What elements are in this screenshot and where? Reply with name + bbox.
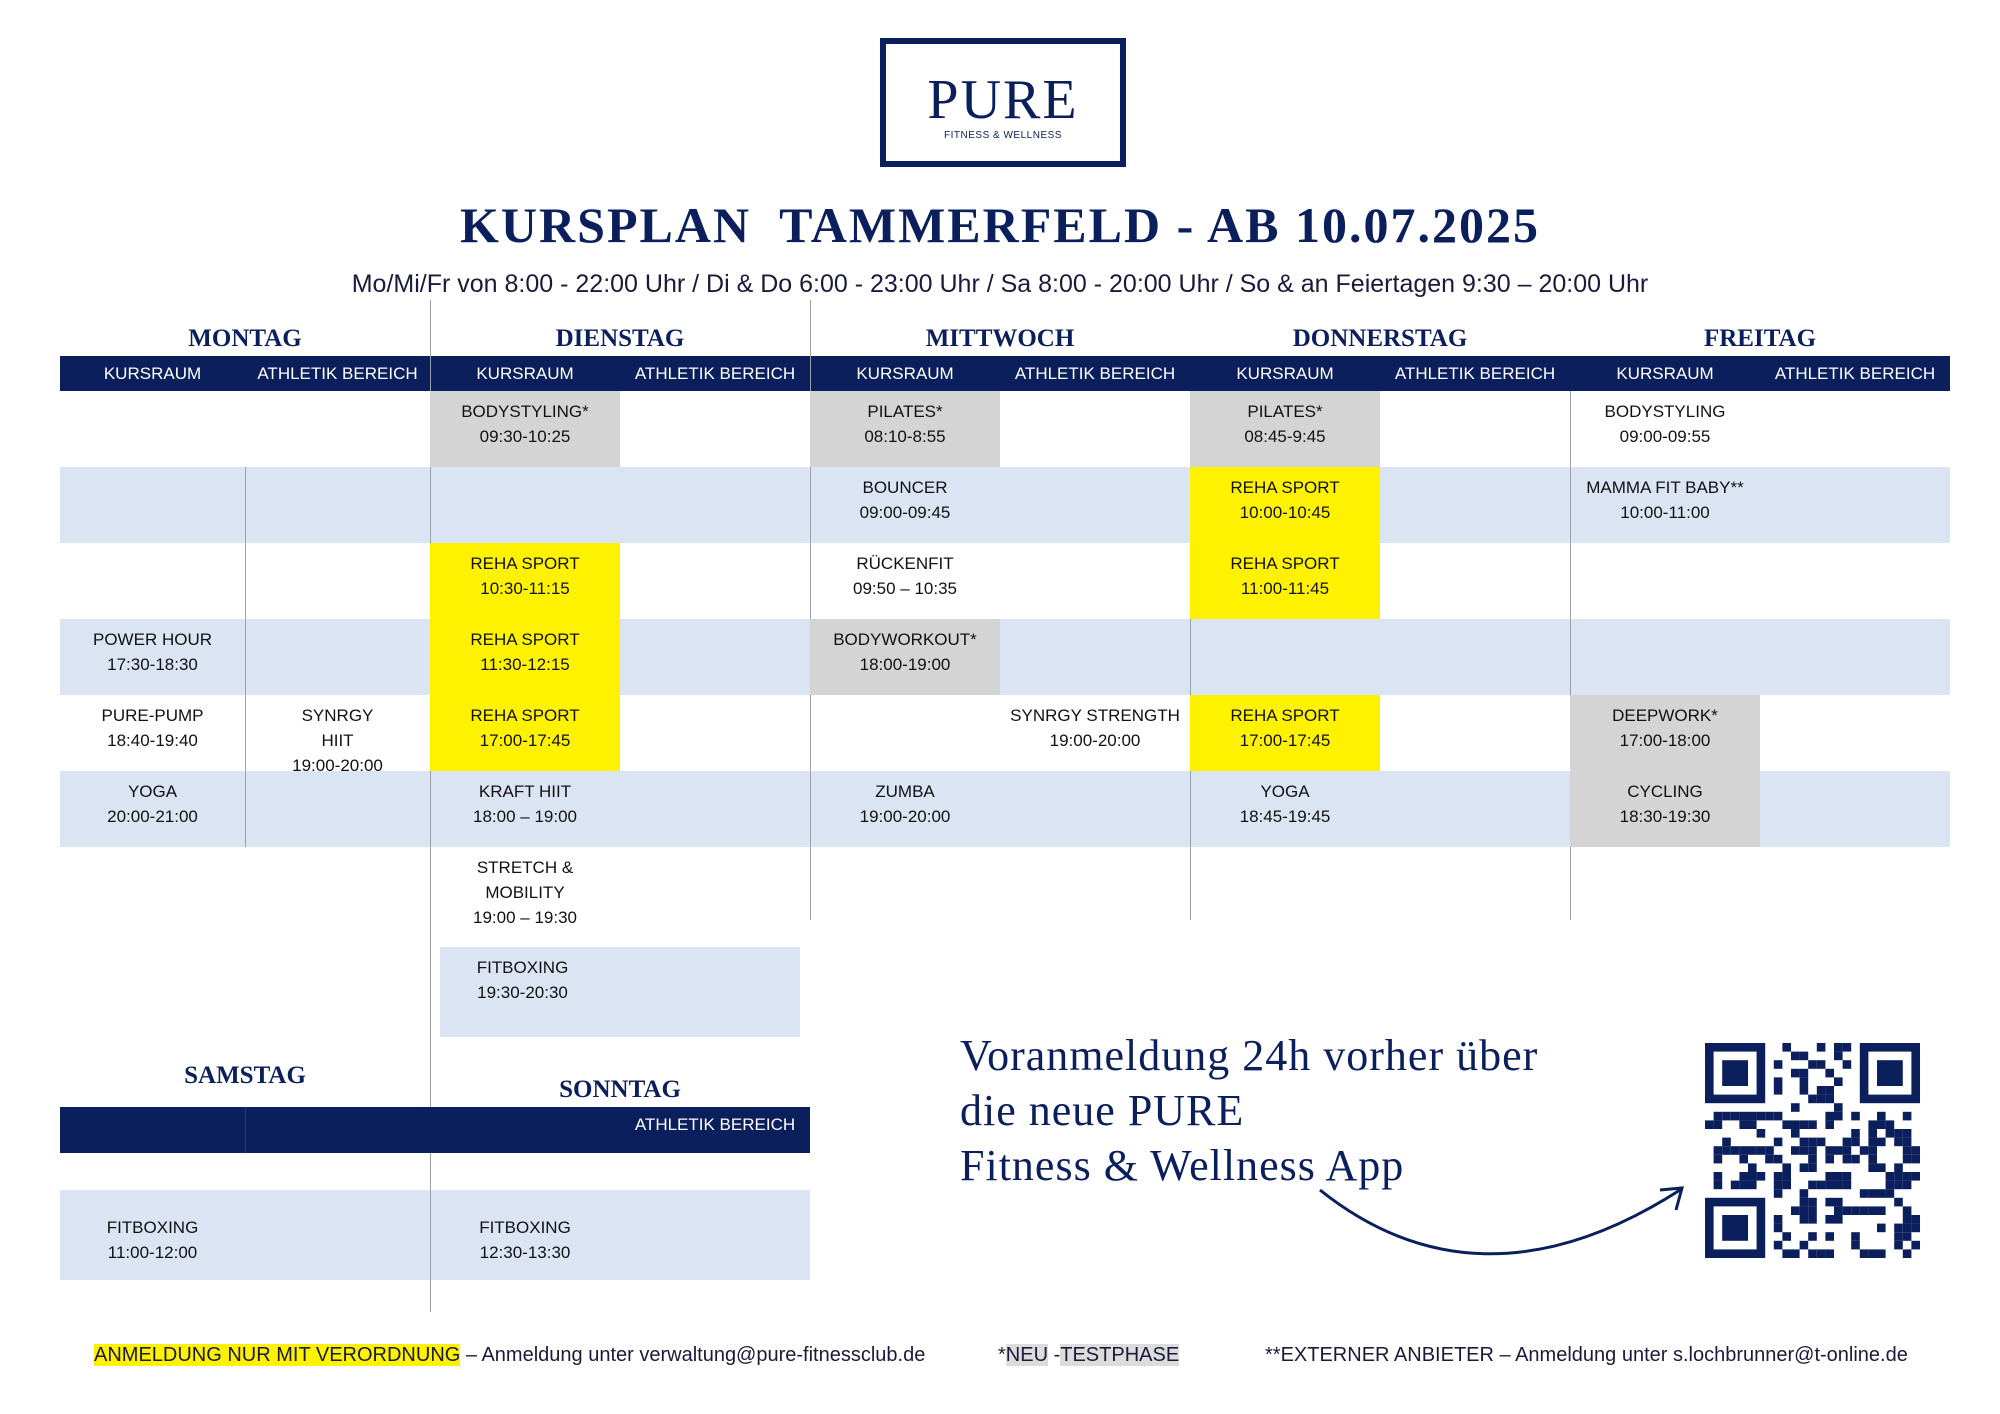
class-wed-bodyworkout: BODYWORKOUT* 18:00-19:00 <box>810 619 1000 695</box>
column-divider <box>245 467 246 847</box>
class-mon-power-hour: POWER HOUR 17:30-18:30 <box>93 630 212 674</box>
footer-new-note <box>998 1344 1179 1367</box>
class-tue-fitboxing: FITBOXING 19:30-20:30 <box>476 958 569 1002</box>
fri-room-header: KURSRAUM <box>1616 364 1714 383</box>
promo-line-3: Fitness & Wellness App <box>960 1141 1405 1190</box>
wed-athletic-header: ATHLETIK BEREICH <box>1014 364 1176 383</box>
class-sun-fitboxing: FITBOXING 12:30-13:30 <box>479 1218 571 1262</box>
day-saturday: SAMSTAG <box>184 1062 306 1089</box>
footer-reha-note <box>94 1344 925 1367</box>
day-thursday: DONNERSTAG <box>1292 325 1468 352</box>
class-fri-bodystyling: BODYSTYLING 09:00-09:55 <box>1604 402 1726 446</box>
arrow-icon <box>1310 1170 1700 1280</box>
neu-star: * <box>998 1344 1006 1366</box>
thu-room-header: KURSRAUM <box>1236 364 1334 383</box>
app-promo-text <box>960 1028 1538 1193</box>
class-mon-yoga: YOGA 20:00-21:00 <box>107 782 198 826</box>
class-tue-stretch-mobility: STRETCH & MOBILITY 19:00 – 19:30 <box>473 858 577 927</box>
class-wed-zumba: ZUMBA 19:00-20:00 <box>859 782 951 826</box>
fri-athletic-header: ATHLETIK BEREICH <box>1774 364 1936 383</box>
day-monday: MONTAG <box>188 325 302 352</box>
qr-code[interactable] <box>1705 1043 1920 1258</box>
class-wed-rueckenfit: RÜCKENFIT 09:50 – 10:35 <box>853 554 957 598</box>
class-sat-fitboxing: FITBOXING 11:00-12:00 <box>106 1218 199 1262</box>
class-thu-pilates: PILATES* 08:45-9:45 <box>1190 391 1380 467</box>
class-tue-kraft-hiit: KRAFT HIIT 18:00 – 19:00 <box>473 782 577 826</box>
promo-line-1: Voranmeldung 24h vorher über <box>960 1031 1539 1080</box>
footer-extern-note: **EXTERNER ANBIETER – Anmeldung unter s.lochbrunner@t-online.de <box>1265 1344 1908 1366</box>
logo-subtitle: FITNESS & WELLNESS <box>944 130 1062 141</box>
neu-label: NEU <box>1005 1344 1049 1366</box>
mon-athletic-header: ATHLETIK BEREICH <box>257 364 418 383</box>
reha-contact: – Anmeldung unter verwaltung@pure-fitnessclub.de <box>460 1344 926 1366</box>
logo-brand: PURE <box>927 69 1079 131</box>
day-tuesday: DIENSTAG <box>555 325 685 352</box>
class-tue-reha-3: REHA SPORT 17:00-17:45 <box>430 695 620 771</box>
class-mon-pure-pump: PURE-PUMP 18:40-19:40 <box>101 706 204 750</box>
tue-room-header: KURSRAUM <box>476 364 574 383</box>
class-mon-synrgy-hiit: SYNRGY HIIT 19:00-20:00 <box>292 706 383 775</box>
class-wed-synrgy-strength: SYNRGY STRENGTH 19:00-20:00 <box>1010 706 1180 750</box>
reha-highlight: ANMELDUNG NUR MIT VERORDNUNG <box>94 1344 461 1366</box>
tue-athletic-header: ATHLETIK BEREICH <box>634 364 796 383</box>
pure-logo <box>880 38 1126 167</box>
neu-dash: - <box>1048 1344 1061 1366</box>
sun-athletic-header: ATHLETIK BEREICH <box>634 1115 796 1134</box>
class-thu-reha-2: REHA SPORT 11:00-11:45 <box>1190 543 1380 619</box>
thu-athletic-header: ATHLETIK BEREICH <box>1394 364 1556 383</box>
opening-hours: Mo/Mi/Fr von 8:00 - 22:00 Uhr / Di & Do 6:00 - 23:00 Uhr / Sa 8:00 - 20:00 Uhr / So & an Feiertagen 9:30 – 20:00 Uhr <box>351 270 1649 298</box>
mon-room-header: KURSRAUM <box>103 364 202 383</box>
weekend-header-divider <box>245 1107 246 1153</box>
class-tue-reha-2: REHA SPORT 11:30-12:15 <box>430 619 620 695</box>
page-title: KURSPLAN TAMMERFELD - AB 10.07.2025 <box>460 197 1540 253</box>
wed-room-header: KURSRAUM <box>856 364 954 383</box>
class-fri-cycling: CYCLING 18:30-19:30 <box>1570 771 1760 847</box>
class-wed-bouncer: BOUNCER 09:00-09:45 <box>859 478 951 522</box>
row-band <box>60 619 1950 695</box>
day-friday: FREITAG <box>1703 325 1817 352</box>
day-wednesday: MITTWOCH <box>925 325 1075 352</box>
class-tue-bodystyling: BODYSTYLING* 09:30-10:25 <box>430 391 620 467</box>
class-thu-reha-1: REHA SPORT 10:00-10:45 <box>1190 467 1380 543</box>
day-sunday: SONNTAG <box>559 1076 681 1103</box>
class-fri-mamma-fit: MAMMA FIT BABY** 10:00-11:00 <box>1586 478 1744 522</box>
testphase-label: TESTPHASE <box>1060 1344 1180 1366</box>
class-thu-yoga: YOGA 18:45-19:45 <box>1239 782 1331 826</box>
class-wed-pilates: PILATES* 08:10-8:55 <box>810 391 1000 467</box>
promo-line-2: die neue PURE <box>960 1086 1245 1135</box>
class-thu-reha-3: REHA SPORT 17:00-17:45 <box>1190 695 1380 771</box>
class-tue-reha-1: REHA SPORT 10:30-11:15 <box>430 543 620 619</box>
class-fri-deepwork: DEEPWORK* 17:00-18:00 <box>1570 695 1760 771</box>
